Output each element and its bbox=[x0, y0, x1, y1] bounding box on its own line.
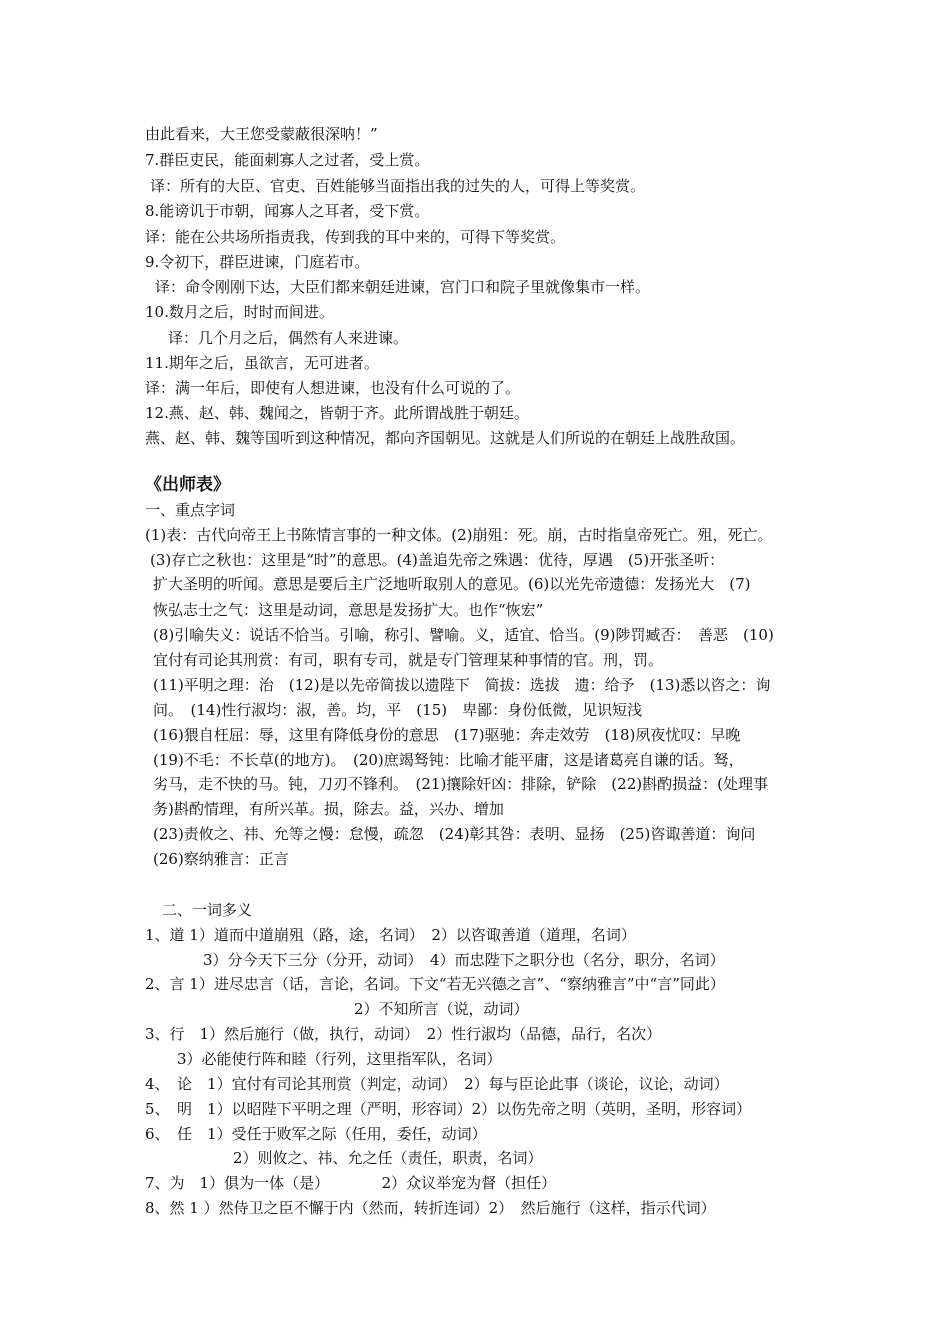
section-title: 《出师表》 bbox=[145, 475, 230, 495]
translation-line: 译：几个月之后，偶然有人来进谏。 bbox=[168, 329, 409, 347]
text-line: 11.期年之后，虽欲言，无可进者。 bbox=[145, 354, 379, 372]
translation-line: 燕、赵、韩、魏等国听到这种情况，都向齐国朝见。这就是人们所说的在朝廷上战胜敌国。 bbox=[145, 429, 746, 447]
polysemy-line: 1、道 1）道而中道崩殂（路，途，名词） 2）以咨诹善道（道理，名词） bbox=[145, 926, 636, 944]
polysemy-line: 2）不知所言（说，动词） bbox=[354, 1000, 529, 1018]
polysemy-line: 4、 论 1）宜付有司论其刑赏（判定，动词） 2）每与臣论此事（谈论，议论，动词） bbox=[145, 1075, 729, 1093]
text-line: 8.能谤讥于市朝，闻寡人之耳者，受下赏。 bbox=[145, 202, 430, 220]
vocab-line: (8)引喻失义：说话不恰当。引喻，称引、譬喻。义，适宜、恰当。(9)陟罚臧否： 善恶 (10) bbox=[153, 626, 774, 644]
translation-line: 译：满一年后，即使有人想进谏，也没有什么可说的了。 bbox=[145, 379, 521, 397]
vocab-line: 劣马，走不快的马。钝，刀刃不锋利。 (21)攘除奸凶：排除，铲除 (22)斟酌损益：(处理事 bbox=[153, 775, 768, 793]
text-line: 由此看来，大王您受蒙蔽很深呐！” bbox=[145, 125, 378, 143]
polysemy-line: 2）则攸之、祎、允之任（责任，职责，名词） bbox=[233, 1149, 543, 1167]
translation-line: 译：命令刚刚下达，大臣们都来朝廷进谏，宫门口和院子里就像集市一样。 bbox=[155, 278, 651, 296]
text-line: 7.群臣吏民，能面刺寡人之过者，受上赏。 bbox=[145, 151, 430, 169]
section-heading: 二、一词多义 bbox=[162, 901, 253, 919]
polysemy-line: 3）必能使行阵和睦（行列，这里指军队，名词） bbox=[177, 1050, 502, 1068]
vocab-line: (26)察纳雅言：正言 bbox=[153, 850, 289, 868]
vocab-line: (16)猥自枉屈：辱，这里有降低身份的意思 (17)驱驰：奔走效劳 (18)夙夜忧叹：早晚 bbox=[153, 726, 741, 744]
vocab-line: (19)不毛：不长草(的地方)。 (20)庶竭驽钝：比喻才能平庸，这是诸葛亮自谦的话。驽， bbox=[153, 751, 744, 769]
polysemy-line: 7、为 1）俱为一体（是） 2）众议举宠为督（担任） bbox=[145, 1174, 557, 1192]
text-line: 12.燕、赵、韩、魏闻之，皆朝于齐。此所谓战胜于朝廷。 bbox=[145, 404, 529, 422]
polysemy-line: 8、然 1 ）然侍卫之臣不懈于内（然而，转折连词）2） 然后施行（这样，指示代词） bbox=[145, 1199, 716, 1217]
polysemy-line: 6、 任 1）受任于败军之际（任用，委任，动词） bbox=[145, 1125, 487, 1143]
polysemy-line: 3）分今天下三分（分开，动词） 4）而忠陛下之职分也（名分，职分，名词） bbox=[203, 951, 725, 969]
polysemy-line: 2、言 1）进尽忠言（话，言论，名词。下文“若无兴德之言”、“察纳雅言”中“言”同此） bbox=[145, 975, 725, 993]
vocab-line: (1)表：古代向帝王上书陈情言事的一种文体。(2)崩殂：死。崩，古时指皇帝死亡。殂，死亡。 bbox=[145, 526, 773, 544]
vocab-line: (23)责攸之、祎、允等之慢：怠慢，疏忽 (24)彰其咎：表明、显扬 (25)咨诹善道：询问 bbox=[153, 825, 756, 843]
text-line: 10.数月之后，时时而间进。 bbox=[145, 303, 334, 321]
translation-line: 译：能在公共场所指责我，传到我的耳中来的，可得下等奖赏。 bbox=[145, 228, 566, 246]
translation-line: 译：所有的大臣、官吏、百姓能够当面指出我的过失的人，可得上等奖赏。 bbox=[150, 177, 646, 195]
polysemy-line: 5、 明 1）以昭陛下平明之理（严明，形容词）2）以伤先帝之明（英明，圣明，形容词） bbox=[145, 1100, 752, 1118]
text-line: 9.令初下，群臣进谏，门庭若市。 bbox=[145, 253, 370, 271]
vocab-line: 问。 (14)性行淑均：淑，善。均，平 (15) 卑鄙：身份低微，见识短浅 bbox=[153, 701, 643, 719]
vocab-line: (11)平明之理：治 (12)是以先帝简拔以遗陛下 简拔：选拔 遗：给予 (13)悉以咨之：询 bbox=[153, 676, 771, 694]
section-heading: 一、重点字词 bbox=[145, 501, 236, 519]
vocab-line: 宜付有司论其刑赏：有司，职有专司，就是专门管理某种事情的官。刑，罚。 bbox=[153, 651, 664, 669]
polysemy-line: 3、行 1）然后施行（做，执行，动词） 2）性行淑均（品德，品行，名次） bbox=[145, 1025, 662, 1043]
vocab-line: 扩大圣明的听闻。意思是要后主广泛地听取别人的意见。(6)以光先帝遗德：发扬光大 (7) bbox=[153, 575, 751, 593]
vocab-line: 务)斟酌情理，有所兴革。损，除去。益，兴办、增加 bbox=[153, 800, 504, 818]
vocab-line: 恢弘志士之气：这里是动词，意思是发扬扩大。也作“恢宏” bbox=[153, 601, 544, 619]
vocab-line: (3)存亡之秋也：这里是“时”的意思。(4)盖追先帝之殊遇：优待，厚遇 (5)开张圣听： bbox=[150, 551, 725, 569]
